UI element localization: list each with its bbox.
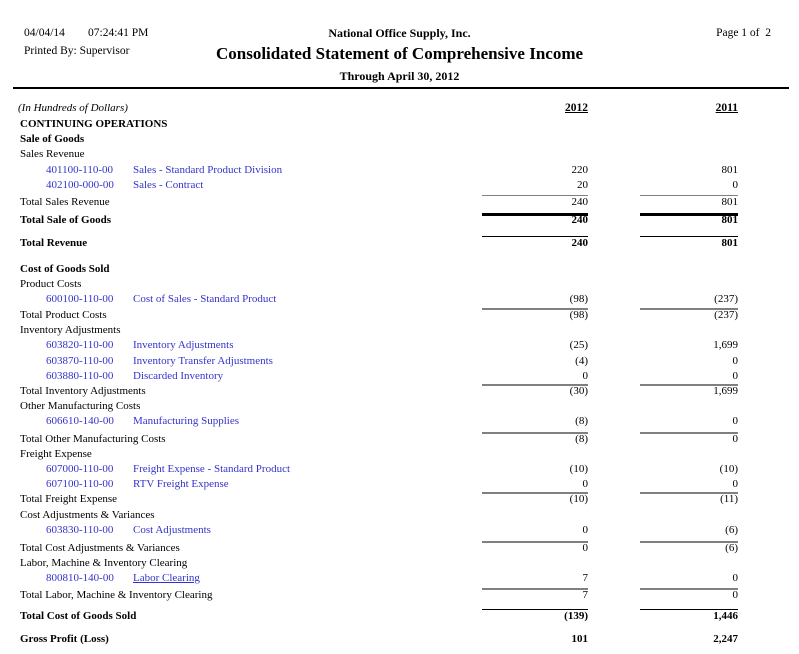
value-2011: 801: [721, 163, 738, 176]
value-2011: 0: [732, 354, 738, 367]
value-2011: 1,699: [640, 384, 738, 399]
row-label: Gross Profit (Loss): [20, 632, 109, 645]
report-row: [0, 308, 799, 323]
report-row: [0, 492, 799, 507]
value-2011: [640, 132, 738, 147]
header-divider: [13, 87, 789, 89]
account-description-link[interactable]: Freight Expense - Standard Product: [133, 462, 291, 475]
report-header: [0, 0, 799, 100]
row-label: [0, 571, 482, 586]
report-row: [0, 292, 799, 307]
value-2012: [482, 277, 588, 292]
row-label: [0, 178, 482, 193]
units-note: (In Hundreds of Dollars): [18, 102, 128, 114]
value-2012: (30): [482, 384, 588, 399]
account-description-link[interactable]: Inventory Adjustments: [133, 339, 234, 352]
value-2012: (8): [482, 432, 588, 447]
row-label: [0, 369, 482, 384]
account-description-link[interactable]: Cost Adjustments: [133, 523, 211, 536]
row-label: Total Revenue: [20, 237, 88, 250]
row-label: Other Manufacturing Costs: [20, 400, 141, 413]
value-2012: [482, 508, 588, 523]
row-label: Total Cost Adjustments & Variances: [20, 541, 180, 554]
value-2011: [640, 399, 738, 414]
row-label: Total Cost of Goods Sold: [20, 609, 137, 622]
value-2012: (139): [482, 609, 588, 624]
account-number-link[interactable]: 401100-110-00: [46, 163, 114, 176]
row-label: Total Sale of Goods: [20, 214, 111, 227]
value-2012: (4): [575, 354, 588, 367]
value-2011: [640, 147, 738, 162]
report-row: [0, 178, 799, 193]
account-description-link[interactable]: Cost of Sales - Standard Product: [133, 292, 277, 305]
row-label: [0, 163, 482, 178]
row-label: Total Freight Expense: [20, 493, 117, 506]
column-header-2012: 2012: [565, 102, 588, 114]
value-2012: [482, 556, 588, 571]
row-label: [0, 338, 482, 353]
report-row: [0, 541, 799, 556]
account-number-link[interactable]: 603870-110-00: [46, 354, 114, 367]
value-2012: (8): [575, 415, 588, 428]
value-2012: 0: [582, 369, 588, 382]
report-row: [0, 523, 799, 538]
value-2011: [640, 262, 738, 277]
report-row: [0, 571, 799, 586]
value-2011: 0: [732, 478, 738, 491]
value-2012: 240: [482, 195, 588, 210]
value-2011: [640, 556, 738, 571]
report-row: [0, 323, 799, 338]
report-row: [0, 354, 799, 369]
row-label: Sales Revenue: [20, 148, 85, 161]
account-description-link[interactable]: Sales - Standard Product Division: [133, 163, 283, 176]
report-row: [0, 588, 799, 603]
value-2012: 240: [482, 236, 588, 251]
value-2011: (6): [725, 523, 738, 536]
value-2011: 0: [640, 432, 738, 447]
value-2011: (10): [719, 462, 738, 475]
value-2011: (6): [640, 541, 738, 556]
account-number-link[interactable]: 800810-140-00: [46, 572, 114, 585]
report-row: [0, 132, 799, 147]
value-2012: 101: [571, 632, 588, 645]
report-row: [0, 213, 799, 228]
value-2012: 0: [582, 523, 588, 536]
value-2011: [640, 117, 738, 132]
value-2012: (10): [569, 462, 588, 475]
account-description-link[interactable]: Inventory Transfer Adjustments: [133, 354, 273, 367]
value-2011: 801: [640, 236, 738, 251]
value-2011: 0: [640, 588, 738, 603]
value-2011: 0: [732, 369, 738, 382]
report-title: Consolidated Statement of Comprehensive Income: [215, 44, 584, 63]
value-2012: 0: [482, 541, 588, 556]
row-label: CONTINUING OPERATIONS: [20, 118, 168, 130]
row-label: Labor, Machine & Inventory Clearing: [20, 557, 188, 570]
row-label: Cost Adjustments & Variances: [20, 508, 155, 521]
row-label: [0, 292, 482, 307]
value-2012: (10): [482, 492, 588, 507]
report-row: [0, 195, 799, 210]
report-row: [0, 432, 799, 447]
account-description-link[interactable]: Discarded Inventory: [133, 369, 224, 382]
value-2011: (237): [714, 292, 738, 305]
report-row: [0, 462, 799, 477]
report-row: [0, 399, 799, 414]
row-label: [0, 462, 482, 477]
row-label: Sale of Goods: [20, 133, 85, 146]
printed-by-user: Supervisor: [79, 45, 130, 57]
report-subtitle: Through April 30, 2012: [339, 69, 460, 83]
value-2011: (237): [640, 308, 738, 323]
value-2012: [482, 399, 588, 414]
row-label: Total Product Costs: [20, 309, 107, 322]
row-label: Total Other Manufacturing Costs: [20, 432, 166, 445]
value-2011: [640, 277, 738, 292]
account-number-link[interactable]: 603830-110-00: [46, 523, 114, 536]
report-row: [0, 277, 799, 292]
report-row: [0, 236, 799, 251]
value-2012: 7: [582, 572, 588, 585]
account-number-link[interactable]: 402100-000-00: [46, 178, 114, 191]
page-indicator: Page 1 of 2: [716, 27, 771, 39]
column-header-2011: 2011: [715, 102, 738, 114]
statement-table: [0, 100, 799, 647]
account-number-link[interactable]: 603880-110-00: [46, 369, 114, 382]
report-row: [0, 117, 799, 132]
account-description-link[interactable]: Labor Clearing: [133, 572, 200, 585]
report-row: [0, 556, 799, 571]
value-2012: (98): [482, 308, 588, 323]
print-time: 07:24:41 PM: [88, 27, 149, 39]
row-label: [0, 354, 482, 369]
value-2011: 0: [732, 415, 738, 428]
row-label: Product Costs: [20, 277, 82, 290]
value-2012: 220: [571, 163, 588, 176]
report-row: [0, 384, 799, 399]
print-date: 04/04/14: [24, 27, 65, 39]
value-2012: [482, 262, 588, 277]
report-row: [0, 632, 799, 647]
row-label: Total Inventory Adjustments: [20, 385, 146, 397]
company-name: National Office Supply, Inc.: [328, 26, 471, 40]
value-2011: 1,699: [713, 339, 738, 352]
account-description-link[interactable]: RTV Freight Expense: [133, 478, 229, 491]
value-2012: 7: [482, 588, 588, 603]
value-2011: 0: [732, 178, 738, 191]
row-label: [0, 523, 482, 538]
report-row: [0, 447, 799, 462]
report-row: [0, 262, 799, 277]
value-2011: 801: [640, 195, 738, 210]
value-2012: (98): [569, 292, 588, 305]
value-2012: (25): [569, 339, 588, 352]
value-2011: [640, 323, 738, 338]
value-2012: [482, 117, 588, 132]
value-2011: 0: [732, 572, 738, 585]
value-2012: 0: [582, 478, 588, 491]
row-label: Cost of Goods Sold: [20, 262, 110, 275]
column-header-row: [0, 100, 799, 117]
account-description-link[interactable]: Manufacturing Supplies: [133, 415, 240, 428]
account-number-link[interactable]: 603820-110-00: [46, 339, 114, 352]
row-label: Total Sales Revenue: [20, 195, 110, 208]
report-row: [0, 147, 799, 162]
value-2012: [482, 447, 588, 462]
account-number-link[interactable]: 606610-140-00: [46, 415, 114, 428]
report-rows: [0, 117, 799, 647]
row-label: [0, 414, 482, 429]
value-2011: (11): [640, 492, 738, 507]
account-description-link[interactable]: Sales - Contract: [133, 178, 204, 191]
report-row: [0, 369, 799, 384]
report-row: [0, 609, 799, 624]
report-row: [0, 477, 799, 492]
row-label: Freight Expense: [20, 447, 92, 460]
account-number-link[interactable]: 607000-110-00: [46, 462, 114, 475]
report-row: [0, 508, 799, 523]
value-2011: 2,247: [713, 632, 738, 645]
account-number-link[interactable]: 600100-110-00: [46, 292, 114, 305]
row-label: Total Labor, Machine & Inventory Clearing: [20, 589, 213, 602]
value-2012: 240: [482, 213, 588, 228]
row-label: [0, 477, 482, 492]
value-2012: [482, 147, 588, 162]
value-2012: [482, 132, 588, 147]
account-number-link[interactable]: 607100-110-00: [46, 478, 114, 491]
printed-by-label: Printed By:: [24, 45, 77, 57]
row-label: Inventory Adjustments: [20, 324, 121, 337]
value-2012: 20: [577, 178, 588, 191]
value-2011: 801: [640, 213, 738, 228]
value-2011: [640, 508, 738, 523]
report-row: [0, 414, 799, 429]
value-2011: 1,446: [640, 609, 738, 624]
value-2012: [482, 323, 588, 338]
value-2011: [640, 447, 738, 462]
report-row: [0, 338, 799, 353]
report-row: [0, 163, 799, 178]
